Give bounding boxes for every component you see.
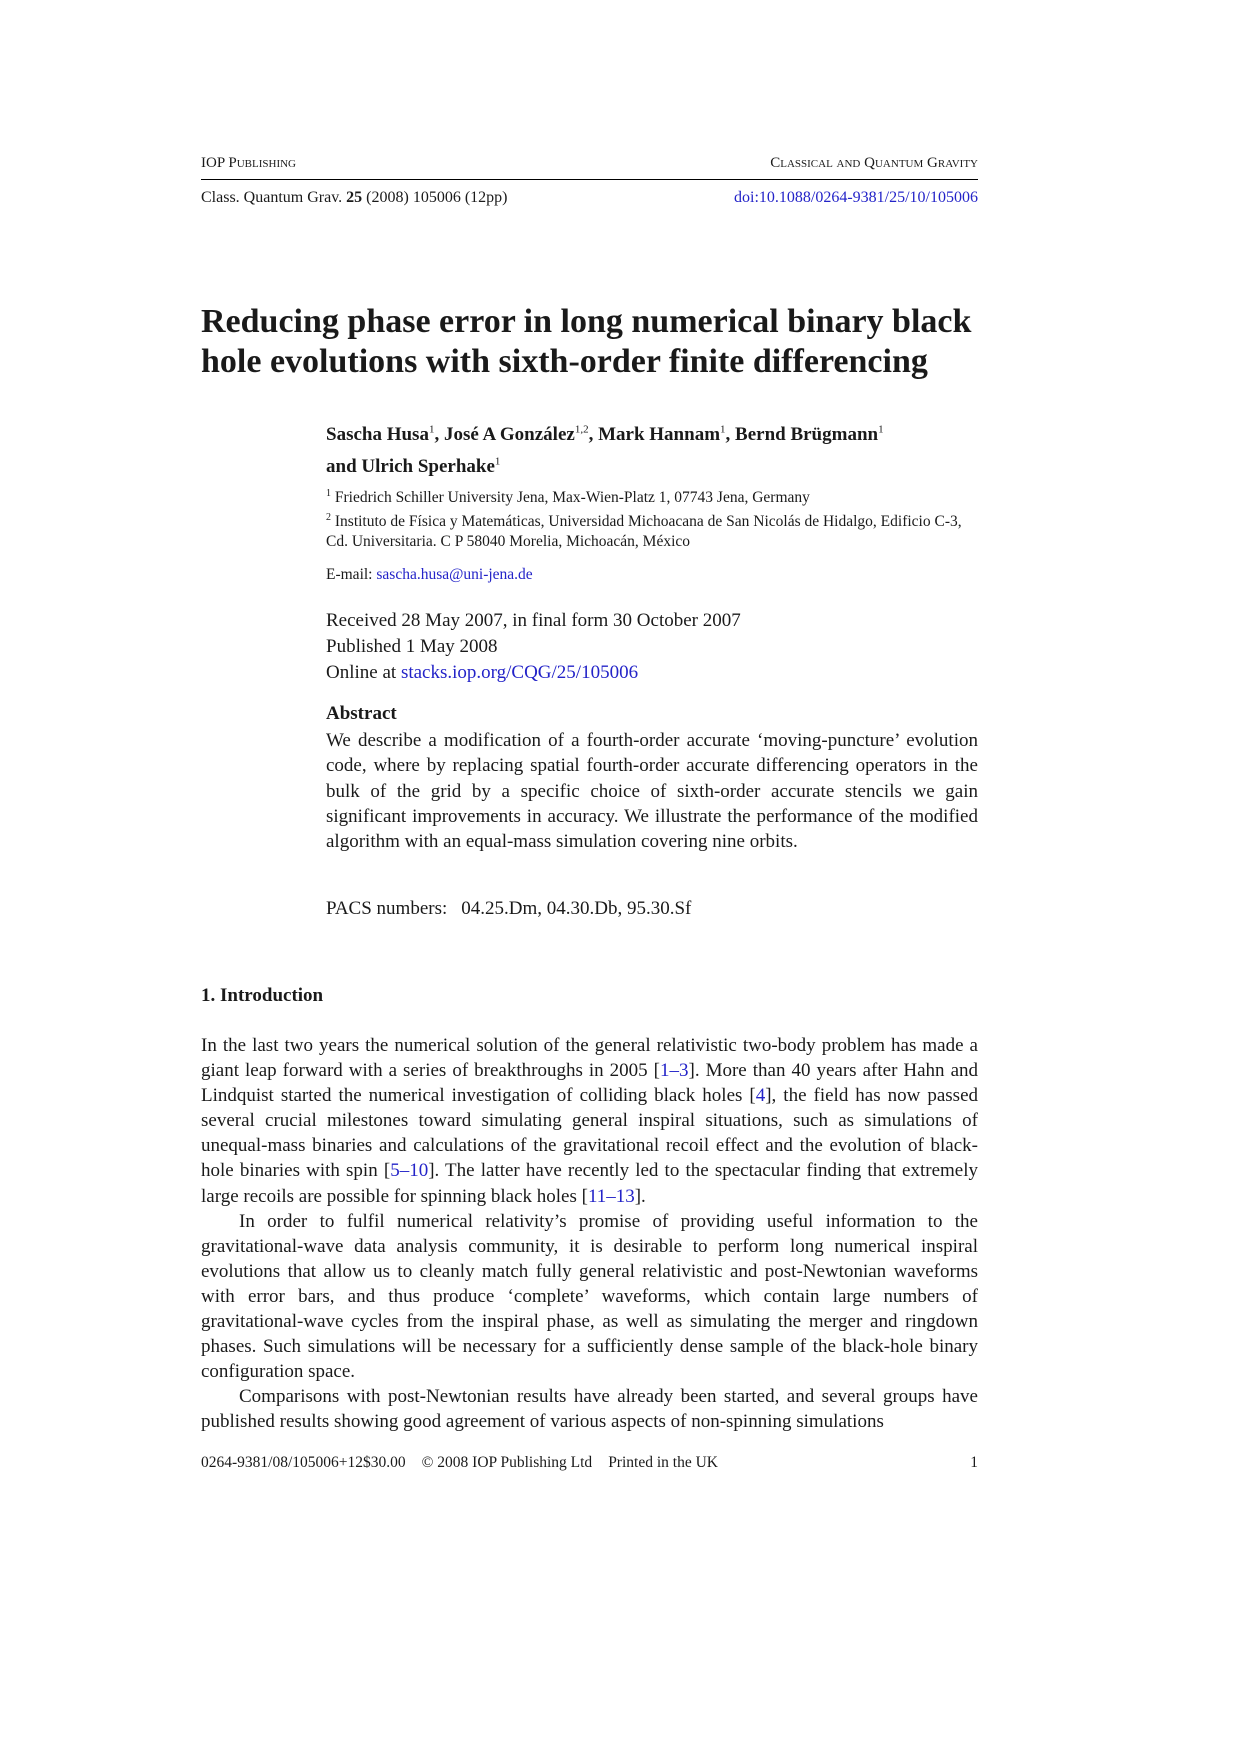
citation-link[interactable]: 5–10 xyxy=(390,1160,429,1182)
author: José A González$^{1,2}$, xyxy=(443,424,599,446)
paragraph: In order to fulfil numerical relativity’s promise of providing useful information to the gravitational-wave data analysis community, it is desirable to perform long numerical inspiral evolutions that allow us to cleanly match fully general relativistic and post-Newtonian waveforms with error bars, and thus produce ‘complete’ waveforms, which contain large numbers of gravitational-wave cycles from the inspiral phase, as well as simulating the merger and ringdown phases. Such simulations will be necessary for a sufficiently dense sample of the black-hole binary configuration space. xyxy=(201,1210,978,1383)
citation-link[interactable]: 4 xyxy=(755,1085,766,1107)
body-text xyxy=(201,1033,978,1435)
page-footer xyxy=(201,1454,978,1472)
received-date: Received 28 May 2007, in final form 30 October 2007 xyxy=(326,610,741,631)
author: Bernd Brügmann$^1$ xyxy=(735,424,884,446)
affiliation-item: $^1$ Friedrich Schiller University Jena, Max-Wien-Platz 1, 07743 Jena, Germany xyxy=(326,488,810,507)
author-list xyxy=(326,417,986,480)
abstract-text: We describe a modification of a fourth-order accurate ‘moving-puncture’ evolution code, where by replacing spatial fourth-order accurate differencing operators in the bulk of the grid by a specific choice of sixth-order accurate stencils we gain significant improvements in accuracy. We illustrate the performance of the modified algorithm with an equal-mass simulation covering nine orbits. xyxy=(326,730,978,853)
page-number: 1 xyxy=(970,1454,978,1471)
journal-name: Classical and Quantum Gravity xyxy=(770,155,978,171)
doi-link[interactable]: doi:10.1088/0264-9381/25/10/105006 xyxy=(734,189,978,206)
footer-info: 0264-9381/08/105006+12$30.00 © 2008 IOP Publishing Ltd Printed in the UK xyxy=(201,1454,718,1471)
contact-email: E-mail: sascha.husa@uni-jena.de xyxy=(326,566,533,583)
publisher-name: IOP Publishing xyxy=(201,155,296,171)
paper-title: Reducing phase error in long numerical binary black hole evolutions with sixth-order finite differencing xyxy=(201,303,972,380)
email-link[interactable]: sascha.husa@uni-jena.de xyxy=(376,566,533,583)
affiliation-item: $^2$ Instituto de Física y Matemáticas, Universidad Michoacana de San Nicolás de Hidalgo, Edificio C-3, Cd. Universitaria. C P 58040 Morelia, Michoacán, México xyxy=(326,512,962,551)
pacs-numbers: PACS numbers: 04.25.Dm, 04.30.Db, 95.30.Sf xyxy=(326,898,692,919)
paragraph: In the last two years the numerical solution of the general relativistic two-body problem has made a giant leap forward with a series of breakthroughs in 2005 [1–3]. More than 40 years after Hahn and Lindquist started the numerical investigation of colliding black holes [4], the field has now passed several crucial milestones toward simulating general inspiral situations, such as simulations of unequal-mass binaries and calculations of the gravitational recoil effect and the evolution of black-hole binaries with spin [5–10]. The latter have recently led to the spectacular finding that extremely large recoils are possible for spinning black holes [11–13]. xyxy=(201,1035,979,1207)
published-date: Published 1 May 2008 xyxy=(326,636,498,657)
author: Mark Hannam$^1$, xyxy=(598,424,736,446)
paragraph: Comparisons with post-Newtonian results have already been started, and several groups have published results showing good agreement of various aspects of non-spinning simulations xyxy=(201,1386,978,1433)
header-rule xyxy=(201,179,978,180)
citation-link[interactable]: 11–13 xyxy=(587,1185,635,1207)
section-heading: 1. Introduction xyxy=(201,985,324,1006)
online-line: Online at stacks.iop.org/CQG/25/105006 xyxy=(326,662,639,683)
affiliations xyxy=(326,484,986,552)
author: and Ulrich Sperhake$^1$ xyxy=(326,455,501,477)
citation: Class. Quantum Grav. 25 (2008) 105006 (12pp) xyxy=(201,189,508,206)
abstract-heading: Abstract xyxy=(326,703,397,724)
author: Sascha Husa$^1$, xyxy=(326,424,444,446)
publication-dates xyxy=(326,608,986,686)
citation-line xyxy=(201,189,978,207)
citation-link[interactable]: 1–3 xyxy=(660,1060,689,1082)
running-header xyxy=(201,155,978,172)
online-link[interactable]: stacks.iop.org/CQG/25/105006 xyxy=(400,662,639,683)
